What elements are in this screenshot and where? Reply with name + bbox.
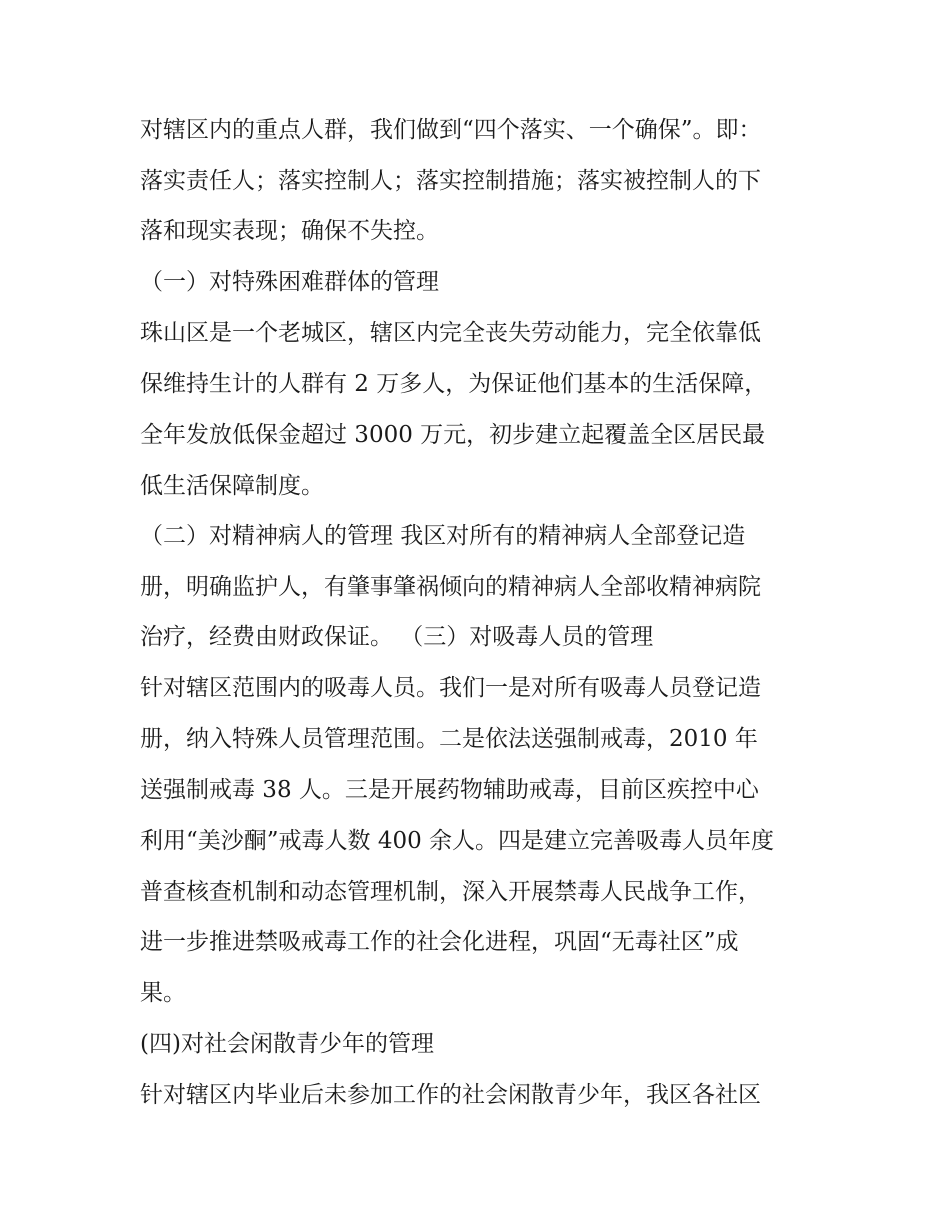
text-line: 利用“美沙酮”戒毒人数 400 余人。四是建立完善吸毒人员年度: [140, 828, 775, 854]
text-line: 送强制戒毒 38 人。三是开展药物辅助戒毒，目前区疾控中心: [140, 777, 759, 803]
text-line: 对辖区内的重点人群，我们做到“四个落实、一个确保”。即：: [140, 117, 762, 143]
text-line: 落实责任人；落实控制人；落实控制措施；落实被控制人的下: [140, 168, 761, 194]
text-line: 落和现实表现；确保不失控。: [140, 218, 439, 244]
text-line: 针对辖区范围内的吸毒人员。我们一是对所有吸毒人员登记造: [140, 675, 761, 701]
text-line: 珠山区是一个老城区，辖区内完全丧失劳动能力，完全依靠低: [140, 320, 761, 346]
text-line: 全年发放低保金超过 3000 万元，初步建立起覆盖全区居民最: [140, 422, 766, 448]
text-line: 治疗，经费由财政保证。 （三）对吸毒人员的管理: [140, 624, 654, 650]
text-line: （二）对精神病人的管理 我区对所有的精神病人全部登记造: [140, 523, 746, 549]
section-heading: （一）对特殊困难群体的管理: [140, 269, 439, 295]
text-line: 进一步推进禁吸戒毒工作的社会化进程，巩固“无毒社区”成: [140, 929, 739, 955]
text-line: 低生活保障制度。: [140, 473, 324, 499]
text-line: 册，纳入特殊人员管理范围。二是依法送强制戒毒，2010 年: [140, 726, 758, 752]
text-line: 保维持生计的人群有 2 万多人，为保证他们基本的生活保障，: [140, 371, 768, 397]
section-heading: (四)对社会闲散青少年的管理: [140, 1031, 434, 1057]
text-line: 针对辖区内毕业后未参加工作的社会闲散青少年，我区各社区: [140, 1082, 761, 1108]
text-line: 普查核查机制和动态管理机制，深入开展禁毒人民战争工作，: [140, 879, 761, 905]
text-line: 册，明确监护人，有肇事肇祸倾向的精神病人全部收精神病院: [140, 574, 761, 600]
text-line: 果。: [140, 980, 186, 1006]
